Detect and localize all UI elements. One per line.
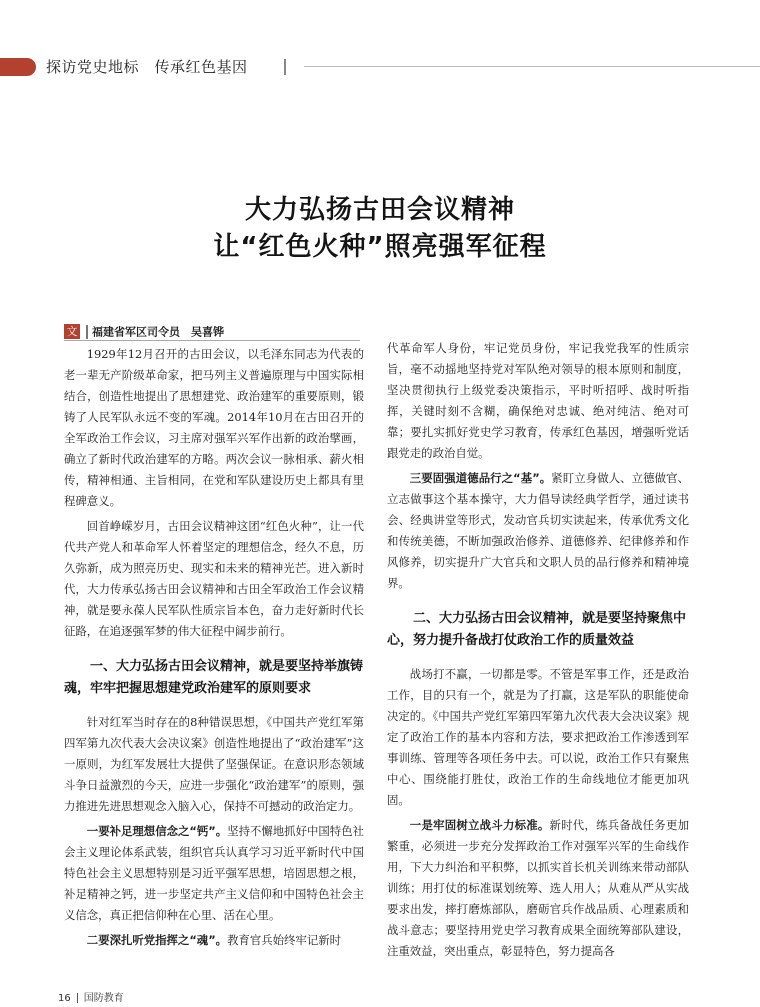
page-number: 16 xyxy=(58,993,71,1004)
header-rule xyxy=(304,66,760,67)
paragraph-body: 新时代，练兵备战任务更加繁重，必须进一步充分发挥政治工作对强军兴军的生命线作用，下大力纠治和平积弊，以抓实首长机关训练来带动部队训练；用打仗的标准谋划统筹、选人用人；从难从严从实战要求出发，摔打磨炼部队，磨砺官兵作战品质、心理素质和战斗意志；要坚持用党史学习教育成果全面统筹部队建设，注重效益，突出重点，彰显特色，努力提高各 xyxy=(387,818,689,958)
paragraph-lead: 一要补足理想信念之“钙”。 xyxy=(86,824,228,838)
paragraph xyxy=(387,468,689,594)
section-marker xyxy=(0,58,36,76)
section-title: 探访党史地标 传承红色基因 xyxy=(46,58,248,76)
right-column xyxy=(387,338,689,966)
paragraph-body: 教育官兵始终牢记新时 xyxy=(227,933,341,947)
article-title xyxy=(0,192,760,266)
section-heading: 二、大力弘扬古田会议精神，就是要坚持聚焦中心，努力提升备战打仗政治工作的质量效益 xyxy=(387,611,687,648)
paragraph xyxy=(64,821,364,926)
paragraph: 回首峥嵘岁月，古田会议精神这团“红色火种”，让一代代共产党人和革命军人怀着坚定的理想信念，经久不息，历久弥新，成为照亮历史、现实和未来的精神光芒。进入新时代，大力传承弘扬古田会议精神和古田全军政治工作会议精神，就是要永葆人民军队性质宗旨本色，奋力走好新时代长征路，在追逐强军梦的伟大征程中阔步前行。 xyxy=(64,519,364,638)
paragraph: 代革命军人身份，牢记党员身份，牢记我党我军的性质宗旨，毫不动摇地坚持党对军队绝对领导的根本原则和制度，坚决贯彻执行上级党委决策指示，平时听招呼、战时听指挥，关键时刻不含糊，确保绝对忠诚、绝对纯洁、绝对可靠；要扎实抓好党史学习教育，传承红色基因，增强听党话跟党走的政治自觉。 xyxy=(387,341,689,460)
footer-divider xyxy=(77,993,78,1003)
byline-rule xyxy=(64,340,360,341)
left-column xyxy=(64,344,364,955)
paragraph-lead: 一是牢固树立战斗力标准。 xyxy=(409,818,550,832)
section-heading: 一、大力弘扬古田会议精神，就是要坚持举旗铸魂，牢牢把握思想建党政治建军的原则要求 xyxy=(64,659,364,696)
paragraph: 战场打不赢，一切都是零。不管是军事工作，还是政治工作，目的只有一个，就是为了打赢，这是军队的职能使命决定的。《中国共产党红军第四军第九次代表大会决议案》规定了政治工作的基本内容和方法，要求把政治工作渗透到军事训练、管理等各项任务中去。可以说，政治工作只有聚焦中心、围绕能打胜仗，政治工作的生命线地位才能更加巩固。 xyxy=(387,667,689,807)
paragraph-body: 坚持不懈地抓好中国特色社会主义理论体系武装，组织官兵认真学习习近平新时代中国特色社会主义思想特别是习近平强军思想，培固思想之根，补足精神之钙，进一步坚定共产主义信仰和中国特色社会主义信念，真正把信仰种在心里、活在心里。 xyxy=(64,824,364,922)
paragraph xyxy=(64,930,364,951)
paragraph-body: 紧盯立身做人、立德做官、立志做事这个基本操守，大力倡导读经典学哲学，通过读书会、经典讲堂等形式，发动官兵切实读起来，传承优秀文化和传统美德，不断加强政治修养、道德修养、纪律修养和作风修养，切实提升广大官兵和文职人员的品行修养和精神境界。 xyxy=(387,471,689,590)
byline xyxy=(64,321,224,337)
paragraph-lead: 三要固强道德品行之“基”。 xyxy=(409,471,552,485)
byline-tag: 文 xyxy=(64,324,80,339)
header-divider xyxy=(284,59,286,75)
byline-divider xyxy=(86,325,88,339)
section-header xyxy=(0,54,760,80)
article-title-line1: 大力弘扬古田会议精神 xyxy=(244,195,515,225)
paragraph: 1929年12月召开的古田会议，以毛泽东同志为代表的老一辈无产阶级革命家，把马列主义普遍原理与中国实际相结合，创造性地提出了思想建党、政治建军的重要原则，锻铸了人民军队永远不变的军魂。2014年10月在古田召开的全军政治工作会议，习主席对强军兴军作出新的政治擘画，确立了新时代政治建军的方略。两次会议一脉相承、薪火相传，精神相通、主旨相同，在党和军队建设历史上都具有里程碑意义。 xyxy=(64,347,364,508)
paragraph xyxy=(387,815,689,962)
paragraph-lead: 二要深扎听党指挥之“魂”。 xyxy=(86,933,228,947)
magazine-name: 国防教育 xyxy=(83,993,124,1004)
byline-author: 福建省军区司令员 吴喜铧 xyxy=(92,325,224,339)
paragraph: 针对红军当时存在的8种错误思想，《中国共产党红军第四军第九次代表大会决议案》创造性地提出了“政治建军”这一原则，为红军发展壮大提供了坚强保证。在意识形态领域斗争日益激烈的今天，应进一步强化“政治建军”的原则，强力推进先进思想观念入脑入心，保持不可撼动的政治定力。 xyxy=(64,715,364,813)
page-footer xyxy=(58,989,124,1004)
article-title-line2: 让“红色火种”照亮强军征程 xyxy=(213,232,547,262)
